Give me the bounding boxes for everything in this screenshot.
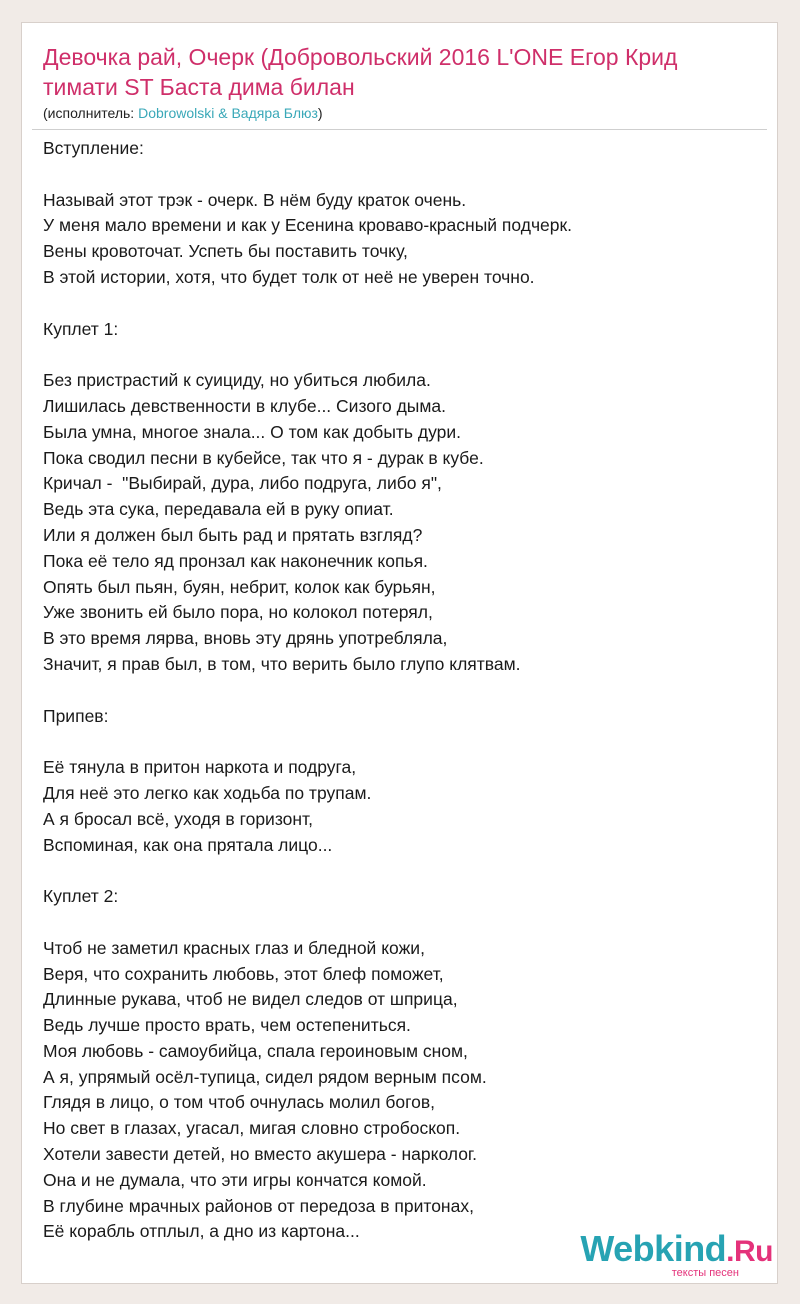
watermark-tld: .Ru	[726, 1235, 773, 1268]
lyric-line: У меня мало времени и как у Есенина кроваво-красный подчерк.	[43, 215, 573, 236]
performer-prefix: (исполнитель:	[43, 105, 139, 121]
lyric-line: Но свет в глазах, угасал, мигая словно стробоскоп.	[43, 1118, 461, 1139]
lyric-line: Пока её тело яд пронзал как наконечник копья.	[43, 550, 428, 571]
performer-link[interactable]: Dobrowolski & Вадяра Блюз	[138, 105, 318, 121]
lyric-line: Припев:	[43, 705, 109, 726]
lyric-line: Куплет 1:	[43, 318, 119, 339]
lyric-line	[43, 858, 758, 884]
watermark-brand: Webkind	[580, 1228, 727, 1269]
lyric-line: Куплет 2:	[43, 886, 119, 907]
lyric-line	[43, 291, 758, 317]
lyric-line: А я, упрямый осёл-тупица, сидел рядом верным псом.	[43, 1066, 487, 1087]
lyric-line: Хотели завести детей, но вместо акушера - нарколог.	[43, 1144, 478, 1165]
lyric-line: Пока сводил песни в кубейсе, так что я - дурак в кубе.	[43, 447, 484, 468]
lyric-line: А я бросал всё, уходя в горизонт,	[43, 808, 313, 829]
lyric-line: Глядя в лицо, о том чтоб очнулась молил богов,	[43, 1092, 436, 1113]
lyric-line: Веря, что сохранить любовь, этот блеф поможет,	[43, 963, 444, 984]
lyric-line: Была умна, многое знала... О том как добыть дури.	[43, 421, 462, 442]
song-title: Девочка рай, Очерк (Добровольский 2016 L'ONE Егор Крид тимати ST Баста дима билан	[43, 44, 678, 100]
watermark-logo	[580, 1230, 773, 1271]
lyric-line: Опять был пьян, буян, небрит, колок как бурьян,	[43, 576, 436, 597]
performer-suffix: )	[317, 105, 323, 121]
lyric-line	[43, 678, 758, 704]
lyric-line: Лишилась девственности в клубе... Сизого дыма.	[43, 395, 447, 416]
lyric-line: Её корабль отплыл, а дно из картона...	[43, 1221, 360, 1242]
lyric-line: В этой истории, хотя, что будет толк от неё не уверен точно.	[43, 266, 535, 287]
lyrics-text	[43, 136, 758, 1245]
lyric-line	[43, 729, 758, 755]
lyric-line: Кричал - "Выбирай, дура, либо подруга, либо я",	[43, 473, 442, 494]
lyric-line: Или я должен был быть рад и прятать взгляд?	[43, 524, 423, 545]
lyric-line: Уже звонить ей было пора, но колокол потерял,	[43, 602, 433, 623]
lyric-line: Моя любовь - самоубийца, спала героиновым сном,	[43, 1040, 468, 1061]
lyric-line: Значит, я прав был, в том, что верить было глупо клятвам.	[43, 653, 521, 674]
lyric-line	[43, 910, 758, 936]
lyric-line: Называй этот трэк - очерк. В нём буду краток очень.	[43, 189, 467, 210]
lyric-line: Длинные рукава, чтоб не видел следов от шприца,	[43, 989, 458, 1010]
watermark-tagline: тексты песен	[671, 1267, 739, 1279]
lyric-line: Чтоб не заметил красных глаз и бледной кожи,	[43, 937, 425, 958]
lyric-line	[43, 162, 758, 188]
lyric-line: Вступление:	[43, 138, 144, 158]
lyric-line	[43, 342, 758, 368]
lyric-line: Вены кровоточат. Успеть бы поставить точку,	[43, 241, 408, 262]
lyric-line: Она и не думала, что эти игры кончатся комой.	[43, 1169, 427, 1190]
song-header	[43, 42, 758, 122]
lyrics-card	[21, 22, 778, 1284]
performer-line	[43, 104, 758, 122]
lyric-line: Для неё это легко как ходьба по трупам.	[43, 782, 372, 803]
lyric-line: Ведь эта сука, передавала ей в руку опиат.	[43, 499, 394, 520]
header-divider	[32, 129, 767, 130]
lyric-line: В глубине мрачных районов от передоза в притонах,	[43, 1195, 474, 1216]
lyric-line: Ведь лучше просто врать, чем остепениться.	[43, 1015, 411, 1036]
lyric-line: Её тянула в притон наркота и подруга,	[43, 757, 357, 778]
site-watermark	[580, 1230, 773, 1283]
lyric-line: Без пристрастий к суициду, но убиться любила.	[43, 370, 431, 391]
lyric-line: В это время лярва, вновь эту дрянь употребляла,	[43, 628, 448, 649]
lyric-line: Вспоминая, как она прятала лицо...	[43, 834, 333, 855]
